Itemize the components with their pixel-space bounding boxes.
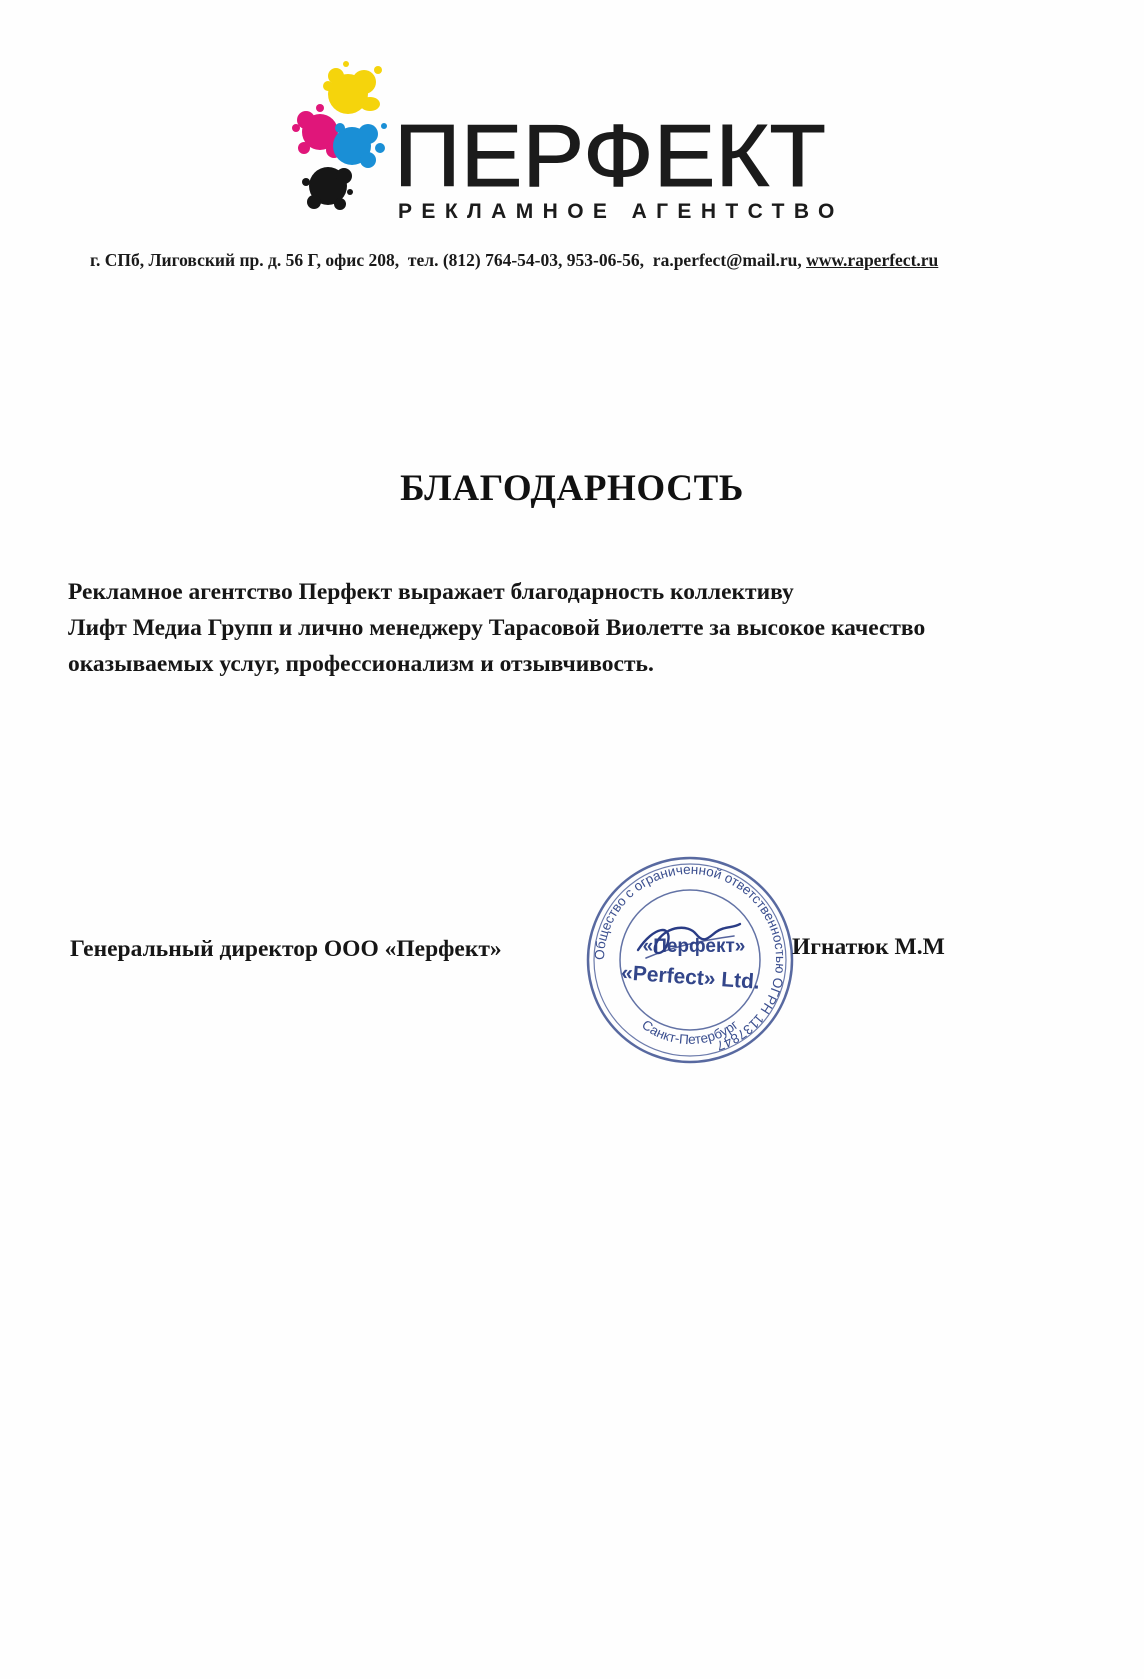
- svg-text:ПЕРФЕКТ: ПЕРФЕКТ: [394, 106, 826, 205]
- stamp-bottom-text: Санкт-Петербург: [639, 1016, 741, 1048]
- contact-line: [90, 250, 1090, 271]
- email-link[interactable]: ra.perfect@mail.ru,: [652, 250, 802, 270]
- body-line: оказываемых услуг, профессионализм и отзывчивость.: [68, 651, 654, 677]
- signatory-role: Генеральный директор ООО «Перфект»: [70, 936, 502, 962]
- signatory-name: Игнатюк М.М: [792, 934, 945, 960]
- logo-tagline: РЕКЛАМНОЕ АГЕНТСТВО: [398, 200, 844, 223]
- stamp-ring-text: Общество с ограниченной ответственностью ОГРН 1137847: [591, 861, 789, 1054]
- stamp-inner-ru: «Перфект»: [642, 936, 746, 957]
- document-body: [68, 574, 1118, 682]
- address-text: г. СПб, Лиговский пр. д. 56 Г, офис 208,: [90, 250, 400, 270]
- document-title: БЛАГОДАРНОСТЬ: [400, 468, 744, 509]
- stamp-inner-en: «Perfect» Ltd.: [620, 961, 761, 994]
- body-line: Рекламное агентство Перфект выражает благодарность коллективу: [68, 579, 794, 605]
- company-logo: [290, 58, 870, 228]
- website-link[interactable]: www.raperfect.ru: [806, 250, 939, 270]
- phone-text: тел. (812) 764-54-03, 953-06-56,: [407, 250, 645, 270]
- body-line: Лифт Медиа Групп и лично менеджеру Тарасовой Виолетте за высокое качество: [68, 615, 926, 641]
- company-stamp: [584, 854, 796, 1066]
